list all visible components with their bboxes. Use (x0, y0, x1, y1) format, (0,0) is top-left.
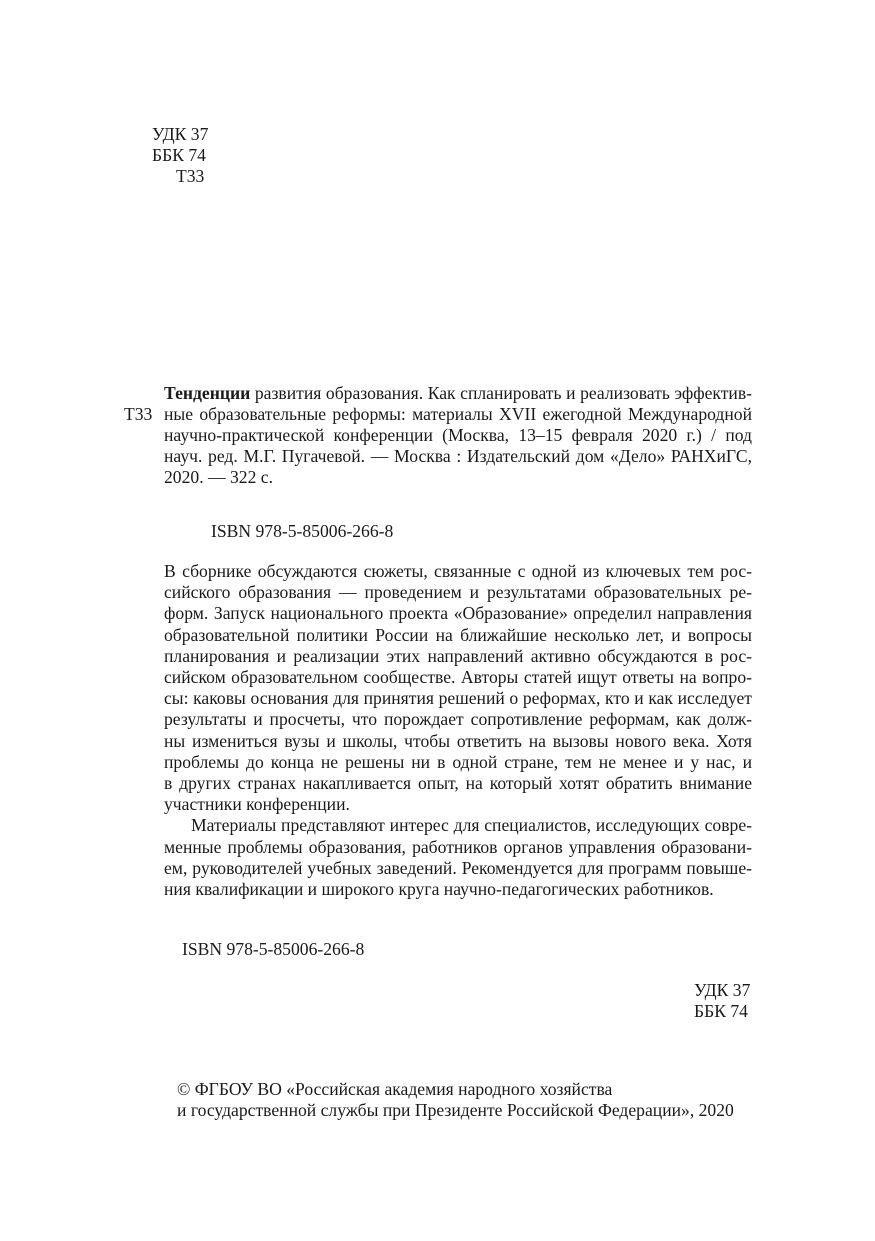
annotation-line: Материалы представляют интерес для специалистов, исследующих совре- (191, 815, 752, 836)
bbk-code: ББК 74 (152, 145, 206, 165)
annotation (164, 561, 752, 900)
isbn-bottom: ISBN 978-5-85006-266-8 (182, 939, 365, 959)
classification-codes-bottom (694, 980, 750, 1022)
isbn-top: ISBN 978-5-85006-266-8 (211, 521, 394, 541)
bbk-code: ББК 74 (694, 1001, 748, 1021)
annotation-line: менные проблемы образования, работников органов управления образовани- (164, 836, 752, 857)
udk-code: УДК 37 (694, 980, 751, 1000)
annotation-line: результаты и просчеты, что порождает сопротивление реформам, как долж- (164, 709, 752, 730)
annotation-line: образовательной политики России на ближайшие несколько лет, и вопросы (164, 624, 752, 645)
annotation-line: форм. Запуск национального проекта «Образование» определил направления (164, 603, 752, 624)
annotation-line: сийском образовательном сообществе. Авторы статей ищут ответы на вопро- (164, 667, 752, 688)
udk-code: УДК 37 (152, 124, 209, 144)
annotation-line: проблемы до конца не решены ни в одной стране, тем не менее и у нас, и (164, 751, 752, 772)
annotation-line: сийского образования — проведением и результатами образовательных ре- (164, 582, 752, 603)
annotation-line: ны измениться вузы и школы, чтобы ответить на вызовы нового века. Хотя (164, 730, 752, 751)
copyright-line-1: © ФГБОУ ВО «Российская академия народного хозяйства (177, 1079, 613, 1099)
annotation-line: планирования и реализации этих направлений активно обсуждаются в рос- (164, 645, 752, 666)
copyright-line-2: и государственной службы при Президенте Российской Федерации», 2020 (177, 1100, 734, 1120)
copyright-notice (177, 1079, 734, 1121)
annotation-line: сы: каковы основания для принятия решений о реформах, кто и как исследует (164, 688, 752, 709)
biblio-line (164, 383, 752, 404)
author-mark-code: Т33 (176, 166, 205, 186)
biblio-title-bold: Тенденции (164, 383, 251, 403)
bibliographic-description (164, 383, 752, 488)
biblio-line: науч. ред. М.Г. Пугачевой. — Москва : Издательский дом «Дело» РАНХиГС, (164, 446, 752, 466)
biblio-line-text: развития образования. Как спланировать и реализовать эффектив- (250, 383, 752, 403)
annotation-line: ем, руководителей учебных заведений. Рекомендуется для программ повыше- (164, 857, 752, 878)
author-mark: Т33 (124, 404, 153, 424)
classification-codes-top (152, 124, 208, 187)
biblio-line: научно-практической конференции (Москва, 13–15 февраля 2020 г.) / под (164, 425, 752, 445)
biblio-line: ные образовательные реформы: материалы XVII ежегодной Международной (164, 404, 752, 424)
biblio-line: 2020. — 322 с. (164, 467, 273, 487)
annotation-line: в других странах накапливается опыт, на который хотят обратить внимание (164, 773, 752, 794)
annotation-line: В сборнике обсуждаются сюжеты, связанные с одной из ключевых тем рос- (164, 561, 752, 581)
annotation-line: участники конференции. (164, 794, 350, 815)
annotation-line: ния квалификации и широкого круга научно-педагогических работников. (164, 879, 714, 900)
